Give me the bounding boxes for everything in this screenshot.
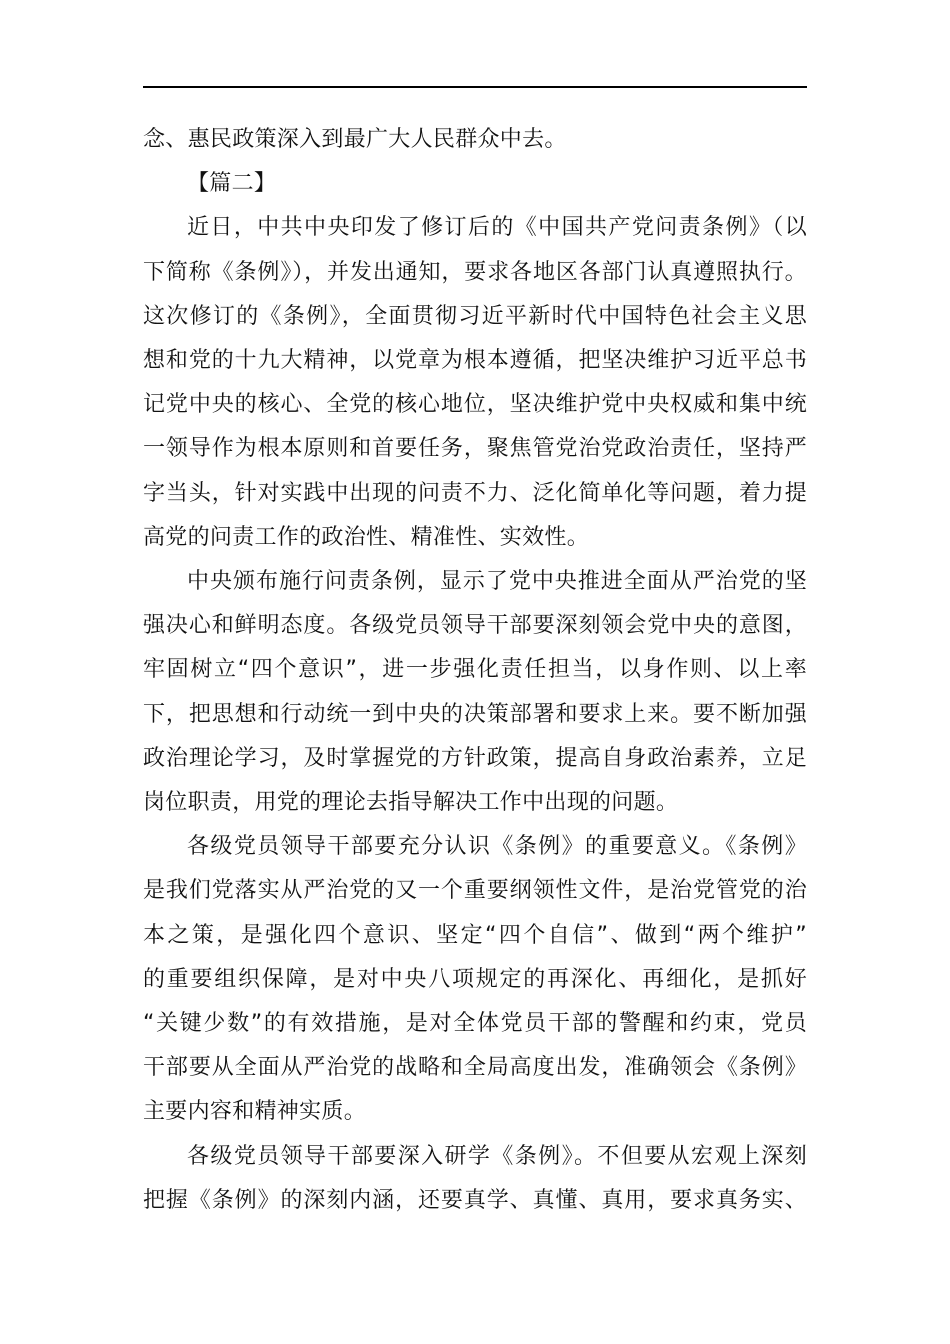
paragraph-line: 想和党的十九大精神，以党章为根本遵循，把坚决维护习近平总书: [143, 348, 807, 374]
paragraph-3: [143, 825, 807, 1134]
paragraph-1: [143, 206, 807, 560]
paragraph-line: 强决心和鲜明态度。各级党员领导干部要深刻领会党中央的意图，: [143, 613, 807, 639]
paragraph-line: 这次修订的《条例》，全面贯彻习近平新时代中国特色社会主义思: [143, 303, 807, 329]
paragraph-line: “关键少数”的有效措施，是对全体党员干部的警醒和约束，党员: [143, 1011, 807, 1037]
paragraph-line: 高党的问责工作的政治性、精准性、实效性。: [143, 524, 590, 550]
paragraph-line: 下，把思想和行动统一到中央的决策部署和要求上来。要不断加强: [143, 701, 807, 727]
paragraph-line: 的重要组织保障，是对中央八项规定的再深化、再细化，是抓好: [143, 966, 807, 992]
paragraph-line: 牢固树立“四个意识”，进一步强化责任担当，以身作则、以上率: [143, 657, 807, 683]
paragraph-line: 本之策，是强化四个意识、坚定“四个自信”、做到“两个维护”: [143, 922, 807, 948]
header-rule: [143, 86, 807, 88]
paragraph-line: 近日，中共中央印发了修订后的《中国共产党问责条例》（以: [187, 215, 807, 241]
paragraph-line: 把握《条例》的深刻内涵，还要真学、真懂、真用，要求真务实、: [143, 1187, 807, 1213]
document-body: [143, 118, 807, 1223]
paragraph-line: 下简称《条例》），并发出通知，要求各地区各部门认真遵照执行。: [143, 259, 807, 285]
paragraph-line: 主要内容和精神实质。: [143, 1099, 367, 1125]
paragraph-line: 记党中央的核心、全党的核心地位，坚决维护党中央权威和集中统: [143, 392, 807, 418]
paragraph-2: [143, 560, 807, 825]
paragraph-line: 岗位职责，用党的理论去指导解决工作中出现的问题。: [143, 790, 679, 816]
paragraph-line: 各级党员领导干部要深入研学《条例》。不但要从宏观上深刻: [187, 1143, 807, 1169]
paragraph-line: 是我们党落实从严治党的又一个重要纲领性文件，是治党管党的治: [143, 878, 807, 904]
paragraph-line: 一领导作为根本原则和首要任务，聚焦管党治党政治责任，坚持严: [143, 436, 807, 462]
paragraph-line: 各级党员领导干部要充分认识《条例》的重要意义。《条例》: [187, 834, 807, 860]
paragraph-line: 中央颁布施行问责条例，显示了党中央推进全面从严治党的坚: [187, 569, 807, 595]
paragraph-line: 干部要从全面从严治党的战略和全局高度出发，准确领会《条例》: [143, 1055, 807, 1081]
paragraph-line: 字当头，针对实践中出现的问责不力、泛化简单化等问题，着力提: [143, 480, 807, 506]
section-heading: 【篇二】: [187, 171, 277, 197]
paragraph-line: 政治理论学习，及时掌握党的方针政策，提高自身政治素养，立足: [143, 745, 807, 771]
continuation-line: 念、惠民政策深入到最广大人民群众中去。: [143, 127, 567, 152]
paragraph-4: [143, 1135, 807, 1223]
